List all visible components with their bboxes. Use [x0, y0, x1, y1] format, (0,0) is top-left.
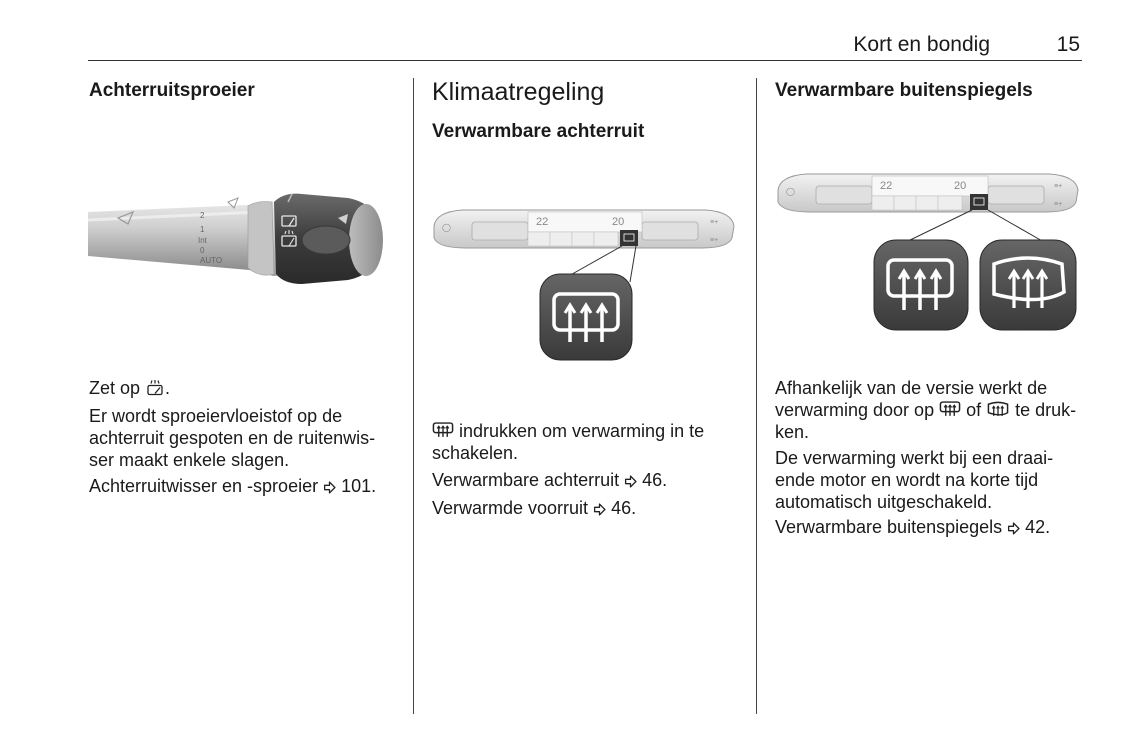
page-ref-link[interactable]: 101. [341, 476, 377, 496]
page-ref-arrow-icon [593, 503, 606, 516]
col1-heading: Achterruitsproeier [89, 80, 255, 101]
col3-heading: Verwarmbare buitenspiegels [775, 80, 1033, 101]
rear-washer-icon [145, 379, 165, 396]
mirror-defrost-icon [986, 401, 1010, 418]
rear-defrost-panel-button [620, 230, 638, 246]
col1-paragraph-2: Er wordt sproeiervloeistof op de achterruit gespoten en de ruitenwis- ser maakt enkele slagen. [89, 406, 376, 470]
column-divider-1 [413, 78, 414, 714]
col2-heading: Klimaatregeling [432, 78, 605, 106]
col3-paragraph-1: Afhankelijk van de versie werkt de verwarming door op of te druk- ken. [775, 378, 1077, 442]
page-ref-arrow-icon [1007, 522, 1020, 535]
svg-text:◯: ◯ [786, 187, 795, 196]
column-divider-2 [756, 78, 757, 714]
climate-panel-illustration [432, 200, 736, 364]
lever-label-auto: AUTO [200, 256, 223, 265]
svg-text:≡+: ≡+ [710, 219, 719, 226]
panel-right-temp: 20 [954, 180, 967, 192]
svg-text:≡+: ≡+ [1054, 201, 1063, 208]
page-header [88, 30, 1082, 61]
lever-label-1: 1 [200, 225, 205, 234]
page-ref-link[interactable]: 42. [1025, 517, 1051, 537]
panel-left-temp: 22 [536, 216, 549, 228]
page-number: 15 [1056, 33, 1080, 56]
col3-paragraph-2: De verwarming werkt bij een draai- ende motor en wordt na korte tijd automatisch uitgeschakeld. [775, 448, 1054, 512]
page-ref-link[interactable]: 46. [611, 498, 637, 518]
panel-left-temp: 22 [880, 180, 893, 192]
mirror-defrost-panel-button [970, 194, 988, 210]
page-ref-arrow-icon [624, 475, 637, 488]
rear-defrost-icon [432, 422, 454, 439]
mirror-heating-illustration [776, 168, 1081, 332]
col3-paragraph-3: Verwarmbare buitenspiegels 42. [775, 517, 1051, 537]
svg-text:◯: ◯ [442, 223, 451, 232]
rear-defrost-icon [939, 401, 961, 418]
col2-subheading: Verwarmbare achterruit [432, 121, 645, 142]
lever-label-2: 2 [200, 211, 205, 220]
col2-paragraph-3: Verwarmde voorruit 46. [432, 498, 637, 518]
lever-label-int: Int [198, 236, 207, 245]
svg-text:≡+: ≡+ [710, 237, 719, 244]
section-title: Kort en bondig [853, 33, 990, 56]
lever-label-0: 0 [200, 246, 205, 255]
panel-right-temp: 20 [612, 216, 625, 228]
page-ref-arrow-icon [323, 481, 336, 494]
col2-paragraph-2: Verwarmbare achterruit 46. [432, 470, 668, 490]
col2-paragraph-1: indrukken om verwarming in te schakelen. [432, 421, 705, 463]
svg-text:≡+: ≡+ [1054, 183, 1063, 190]
col1-paragraph-3: Achterruitwisser en -sproeier 101. [89, 476, 377, 496]
col1-paragraph-1: Zet op . [89, 378, 171, 398]
wiper-lever-illustration [88, 180, 388, 290]
page-ref-link[interactable]: 46. [642, 470, 668, 490]
